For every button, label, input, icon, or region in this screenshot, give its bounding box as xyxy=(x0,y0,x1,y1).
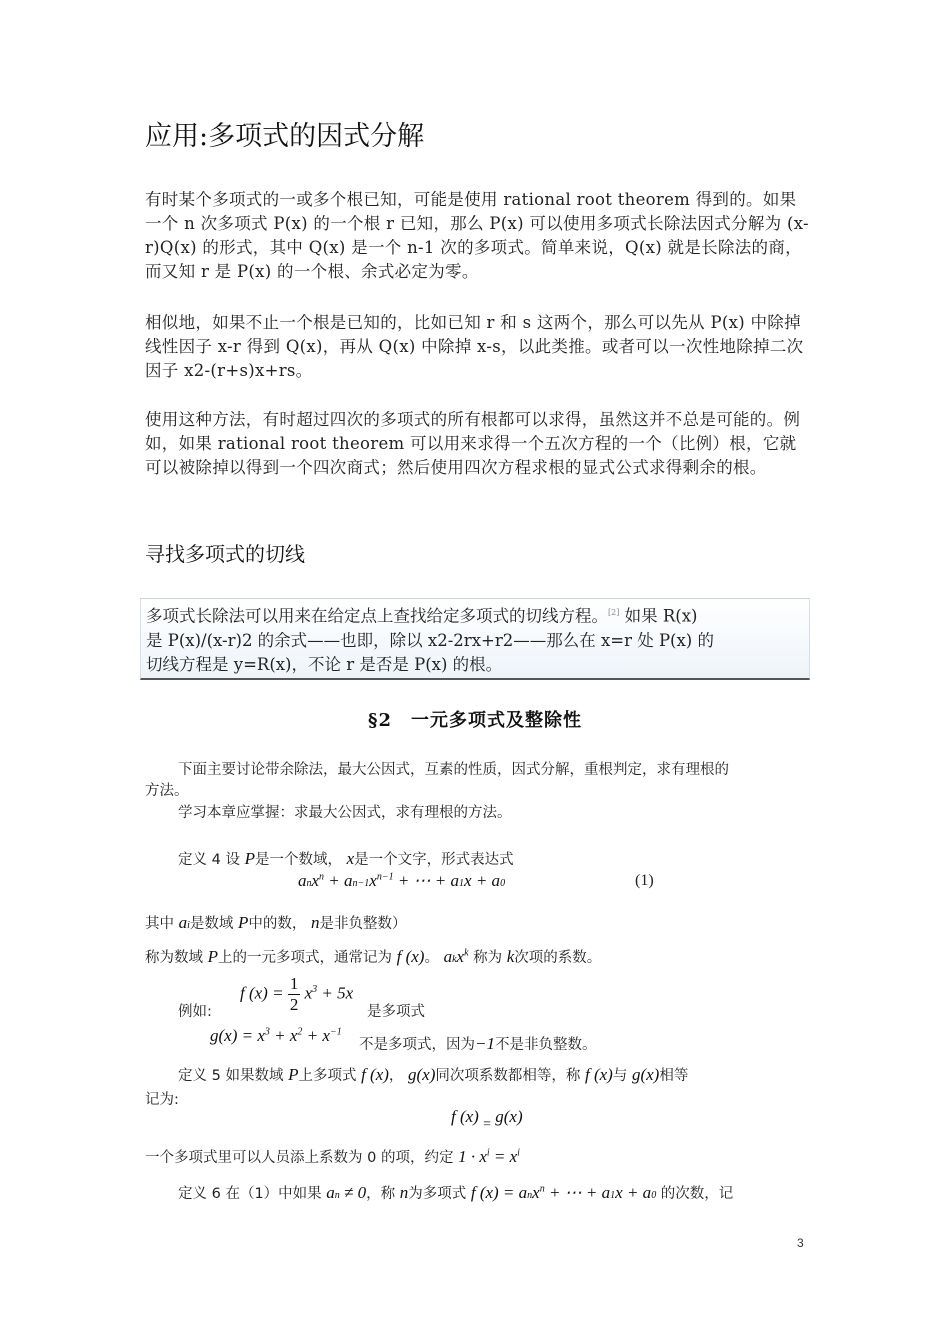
zero-terms-note: 一个多项式里可以人员添上系数为 0 的项，约定 $1 \cdot x^i = x^i$ xyxy=(145,1147,520,1166)
page-number: 3 xyxy=(797,1236,804,1250)
symbol-x: x xyxy=(346,849,355,868)
citation-link[interactable]: [2] xyxy=(608,608,620,617)
equality-formula: f (x) $_=$ g(x) xyxy=(451,1107,523,1132)
symbol-P: P xyxy=(244,849,255,868)
example-is-polynomial: 是多项式 xyxy=(367,1004,425,1020)
study-goal: 学习本章应掌握：求最大公因式，求有理根的方法。 xyxy=(178,805,512,821)
definition-5: 定义 5 如果数域 P上多项式 f (x)， g(x)同次项系数都相等，称 f (x)与 g(x)相等 xyxy=(178,1065,689,1084)
quote-line-3: 切线方程是 y=R(x)，不论 r 是否是 P(x) 的根。 xyxy=(146,654,503,674)
quote-line-2: 是 P(x)/(x-r)2 的余式——也即，除以 x2-2rx+r2——那么在 x=r 处 P(x) 的 xyxy=(146,630,714,650)
intro-line: 方法。 xyxy=(145,783,189,799)
definition-4-called: 称为数域 P上的一元多项式，通常记为 f (x)。 akx$^k$ 称为 k次项的系数。 xyxy=(145,947,602,966)
definition-4: 定义 4 设 P是一个数域， x是一个文字，形式表达式 xyxy=(178,849,514,868)
example-formula-f: f (x) = $\frac{1}{2}$ $x^3 + 5x$ xyxy=(240,974,354,1014)
subheading-tangent: 寻找多项式的切线 xyxy=(145,542,305,566)
example-label: 例如: xyxy=(178,1004,212,1020)
definition-4-where: 其中 ai是数域 P中的数， n是非负整数） xyxy=(145,913,407,932)
quote-text: 多项式长除法可以用来在给定点上查找给定多项式的切线方程。 xyxy=(146,606,608,626)
quote-line-1 xyxy=(146,601,804,629)
paragraph-3: 使用这种方法，有时超过四次的多项式的所有根都可以求得，虽然这并不总是可能的。例如，如果 rational root theorem 可以用来求得一个五次方程的一个（比例）根，它就可以被除掉以得到一个四次商式；然后使用四次方程求根的显式公式求得剩余的根。 xyxy=(145,410,801,477)
equation-number: (1) xyxy=(635,872,654,889)
definition-6: 定义 6 在（1）中如果 an ≠ 0，称 n为多项式 f (x) = anx$^n$ + ⋯ + a1x + a0 的次数，记 xyxy=(178,1183,734,1202)
paragraph-2: 相似地，如果不止一个根是已知的，比如已知 r 和 s 这两个，那么可以先从 P(x) 中除掉线性因子 x-r 得到 Q(x)，再从 Q(x) 中除掉 x-s，以此类推。或者可以一次性地除掉二次因子 x2-(r+s)x+rs。 xyxy=(145,313,804,380)
section-title: §2 一元多项式及整除性 xyxy=(368,710,582,731)
quote-text: 如果 R(x) xyxy=(619,606,698,626)
intro-line: 下面主要讨论带余除法，最大公因式，互素的性质，因式分解，重根判定，求有理根的 xyxy=(178,762,729,778)
polynomial-formula: $anx^n + an-1x^{n-1}$ + ⋯ + a1x + a0 xyxy=(298,871,506,890)
page-heading: 应用:多项式的因式分解 xyxy=(145,121,425,152)
example-not-polynomial: 不是多项式，因为−1不是非负整数。 xyxy=(359,1034,597,1053)
quote-block xyxy=(140,598,810,680)
paragraph-1: 有时某个多项式的一或多个根已知，可能是使用 rational root theorem 得到的。如果一个 n 次多项式 P(x) 的一个根 r 已知，那么 P(x) 可以使用多项式长除法因式分解为 (x-r)Q(x) 的形式，其中 Q(x) 是一个 n-1 次的多项式。简单来说，Q(x) 就是长除法的商，而又知 r 是 P(x) 的一个根、余式必定为零。 xyxy=(145,190,809,281)
example-formula-g: $g(x) = x^3 + x^2 + x^{-1}$ xyxy=(210,1026,342,1045)
definition-5-note: 记为: xyxy=(145,1092,179,1108)
